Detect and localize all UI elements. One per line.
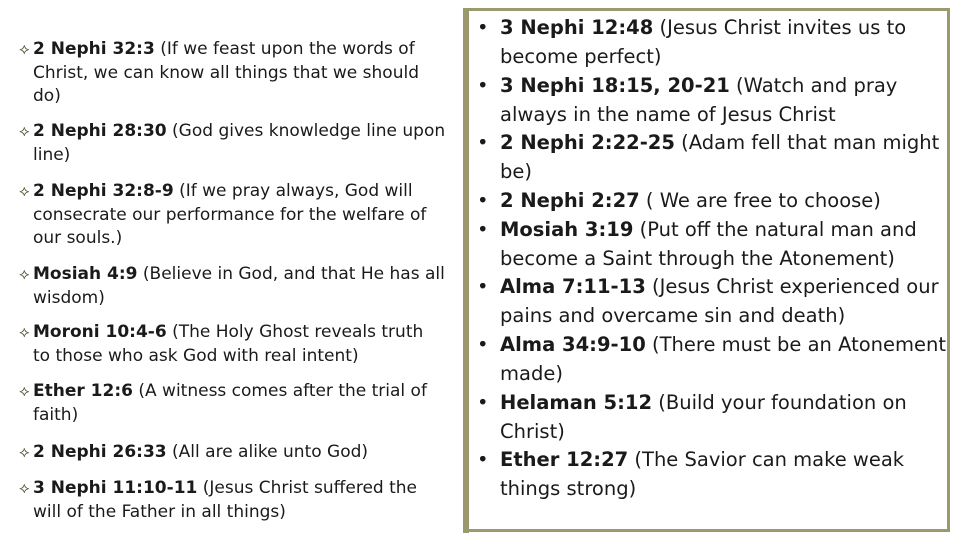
scripture-summary: ( We are free to choose) (639, 189, 881, 212)
left-item-first-line (19, 179, 459, 204)
bullet-icon: • (477, 74, 489, 97)
right-item-text (500, 331, 947, 388)
left-item-first-line (19, 320, 459, 345)
scripture-summary-continued: line) (33, 144, 71, 165)
scripture-summary-continued: always in the name of Jesus Christ (500, 102, 836, 126)
left-column (0, 0, 463, 540)
right-scripture-item (477, 216, 947, 273)
bullet-icon: • (477, 16, 489, 39)
scripture-summary: (Believe in God, and that He has all (137, 264, 445, 284)
scripture-summary-continued: be) (500, 159, 532, 183)
scripture-reference: 2 Nephi 32:3 (33, 39, 155, 59)
scripture-summary: (Jesus Christ suffered the (197, 478, 418, 498)
scripture-summary-continued: things strong) (500, 476, 637, 500)
bullet-icon: • (477, 131, 489, 154)
scripture-reference: Mosiah 4:9 (33, 264, 138, 284)
scripture-summary-continued: wisdom) (33, 287, 105, 308)
left-item-first-line (19, 379, 459, 404)
left-scripture-item (19, 179, 459, 251)
scripture-reference: Alma 34:9-10 (500, 333, 646, 356)
bullet-icon: • (477, 218, 489, 241)
scripture-reference: Ether 12:6 (33, 381, 133, 401)
left-scripture-item (19, 476, 459, 524)
scripture-summary-continued: our souls.) (33, 228, 123, 248)
left-item-first-line (19, 262, 459, 287)
bullet-icon: • (477, 448, 489, 471)
right-item-first-line (500, 187, 947, 216)
right-item-text (500, 129, 947, 186)
outline-cross-bullet-icon: ⟡ (19, 478, 30, 497)
right-scripture-item (477, 129, 947, 186)
scripture-summary: (The Holy Ghost reveals truth (166, 322, 424, 342)
outline-cross-bullet-icon: ⟡ (19, 381, 30, 400)
right-item-first-line (500, 446, 947, 475)
right-item-first-line (500, 14, 947, 43)
scripture-summary: (Jesus Christ invites us to (653, 16, 907, 39)
left-scripture-item (19, 119, 459, 167)
scripture-summary: (All are alike unto God) (166, 442, 369, 462)
left-item-first-line (19, 440, 459, 465)
scripture-summary-continued: consecrate our performance for the welfare of (33, 204, 427, 225)
right-item-text (500, 72, 947, 129)
scripture-summary-continued: become a Saint through the Atonement) (500, 246, 895, 270)
right-item-first-line (500, 273, 947, 302)
scripture-summary: (Watch and pray (729, 74, 898, 97)
left-scripture-item (19, 440, 459, 465)
scripture-reference: 3 Nephi 18:15, 20-21 (500, 74, 730, 97)
left-scripture-item (19, 37, 459, 109)
scripture-summary: (If we feast upon the words of (154, 39, 415, 59)
scripture-summary-continued: become perfect) (500, 44, 662, 68)
outline-cross-bullet-icon: ⟡ (19, 264, 30, 283)
scripture-reference: 3 Nephi 11:10-11 (33, 478, 198, 498)
left-scripture-item (19, 262, 459, 310)
scripture-summary: (Jesus Christ experienced our (645, 275, 939, 298)
right-item-text (500, 389, 947, 446)
scripture-reference: 2 Nephi 2:22-25 (500, 131, 675, 154)
right-item-text (500, 446, 947, 503)
scripture-summary: (There must be an Atonement (645, 333, 947, 356)
right-scripture-item (477, 273, 947, 330)
scripture-summary-continued: do) (33, 86, 61, 106)
scripture-summary-continued: made) (500, 361, 563, 385)
right-item-text (500, 187, 947, 216)
scripture-summary: (A witness comes after the trial of (132, 381, 427, 401)
scripture-summary: (Adam fell that man might (674, 131, 940, 154)
scripture-summary-continued: Christ) (500, 419, 565, 443)
scripture-reference: Helaman 5:12 (500, 391, 653, 414)
bullet-icon: • (477, 333, 489, 356)
scripture-reference: 2 Nephi 32:8-9 (33, 181, 174, 201)
outline-cross-bullet-icon: ⟡ (19, 181, 30, 200)
outline-cross-bullet-icon: ⟡ (19, 121, 30, 140)
scripture-summary: (If we pray always, God will (173, 181, 413, 201)
scripture-summary-continued: pains and overcame sin and death) (500, 303, 846, 327)
right-item-text (500, 216, 947, 273)
outline-cross-bullet-icon: ⟡ (19, 322, 30, 341)
right-scripture-item (477, 446, 947, 503)
scripture-reference: 3 Nephi 12:48 (500, 16, 654, 39)
bullet-icon: • (477, 275, 489, 298)
right-item-first-line (500, 389, 947, 418)
scripture-summary-continued: to those who ask God with real intent) (33, 345, 359, 366)
scripture-summary: (God gives knowledge line upon (166, 121, 446, 141)
right-item-first-line (500, 72, 947, 101)
scripture-summary-continued: Christ, we can know all things that we should (33, 62, 419, 83)
scripture-summary-continued: faith) (33, 404, 79, 425)
scripture-summary-continued: will of the Father in all things) (33, 501, 286, 522)
outline-cross-bullet-icon: ⟡ (19, 442, 30, 461)
left-scripture-item (19, 379, 459, 427)
left-item-first-line (19, 476, 459, 501)
left-item-first-line (19, 119, 459, 144)
bullet-icon: • (477, 189, 489, 212)
bullet-icon: • (477, 391, 489, 414)
right-item-first-line (500, 331, 947, 360)
right-scripture-item (477, 187, 947, 216)
right-scripture-item (477, 14, 947, 71)
scripture-summary: (Put off the natural man and (633, 218, 917, 241)
scripture-reference: Mosiah 3:19 (500, 218, 634, 241)
scripture-reference: Ether 12:27 (500, 448, 629, 471)
left-scripture-item (19, 320, 459, 368)
scripture-reference: 2 Nephi 28:30 (33, 121, 167, 141)
right-item-first-line (500, 129, 947, 158)
left-item-first-line (19, 37, 459, 62)
right-item-first-line (500, 216, 947, 245)
scripture-reference: 2 Nephi 2:27 (500, 189, 640, 212)
scripture-reference: 2 Nephi 26:33 (33, 442, 167, 462)
scripture-summary: (The Savior can make weak (628, 448, 905, 471)
right-scripture-item (477, 331, 947, 388)
right-item-text (500, 14, 947, 71)
outline-cross-bullet-icon: ⟡ (19, 39, 30, 58)
right-scripture-item (477, 389, 947, 446)
scripture-summary: (Build your foundation on (652, 391, 907, 414)
right-item-text (500, 273, 947, 330)
scripture-reference: Moroni 10:4-6 (33, 322, 167, 342)
scripture-reference: Alma 7:11-13 (500, 275, 646, 298)
right-scripture-item (477, 72, 947, 129)
